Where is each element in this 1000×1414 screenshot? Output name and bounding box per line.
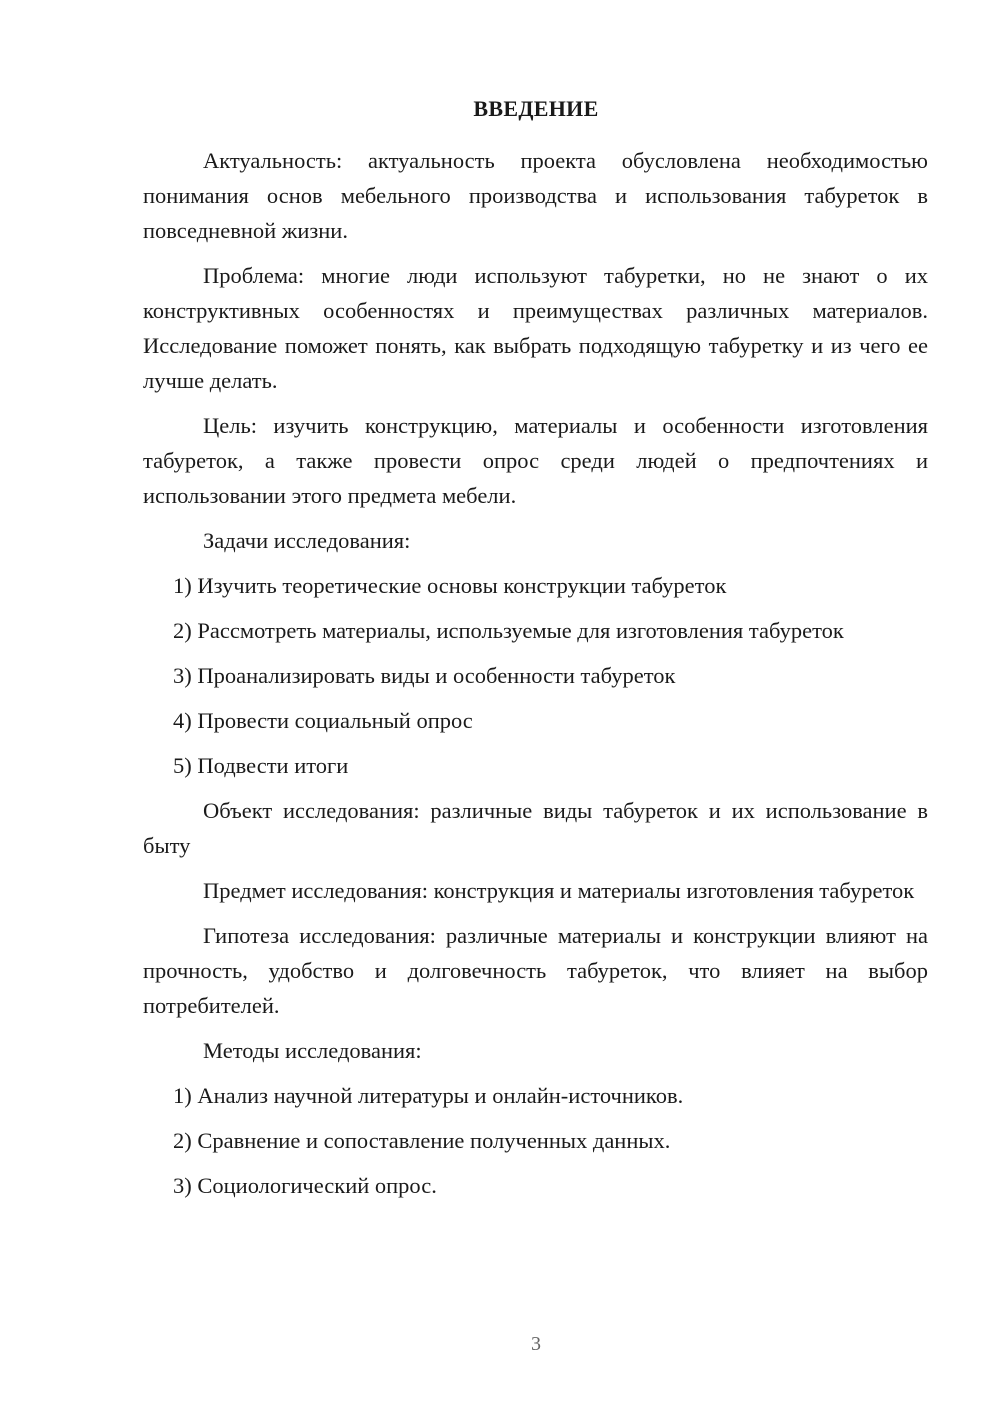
- tasks-heading: Задачи исследования:: [203, 528, 411, 553]
- subject-paragraph: Предмет исследования: конструкция и материалы изготовления табуреток: [203, 878, 915, 903]
- list-item: 2) Рассмотреть материалы, используемые для изготовления табуреток: [173, 618, 844, 643]
- tasks-list: [143, 568, 928, 783]
- list-item: 2) Сравнение и сопоставление полученных данных.: [173, 1128, 671, 1153]
- list-item: 4) Провести социальный опрос: [173, 708, 473, 733]
- methods-list: [143, 1078, 928, 1203]
- hypothesis-paragraph: Гипотеза исследования: различные материалы и конструкции влияют на прочность, удобство и долговечность табуреток, что влияет на выбор потребителей.: [143, 923, 928, 1018]
- page-title: ВВЕДЕНИЕ: [473, 96, 599, 121]
- document-body: [143, 143, 928, 1213]
- list-item: 1) Изучить теоретические основы конструкции табуреток: [173, 573, 727, 598]
- relevance-paragraph: Актуальность: актуальность проекта обусловлена необходимостью понимания основ мебельного производства и использования табуреток в повседневной жизни.: [143, 148, 928, 243]
- problem-paragraph: Проблема: многие люди используют табуретки, но не знают о их конструктивных особенностях и преимуществах различных материалов. Исследование поможет понять, как выбрать подходящую табуретку и из чего ее лучше делать.: [143, 263, 928, 393]
- object-paragraph: Объект исследования: различные виды табуреток и их использование в быту: [143, 798, 928, 858]
- list-item: 3) Социологический опрос.: [173, 1173, 437, 1198]
- list-item: 3) Проанализировать виды и особенности табуреток: [173, 663, 676, 688]
- list-item: 5) Подвести итоги: [173, 753, 349, 778]
- page-number: 3: [531, 1333, 541, 1355]
- list-item: 1) Анализ научной литературы и онлайн-источников.: [173, 1083, 684, 1108]
- goal-paragraph: Цель: изучить конструкцию, материалы и особенности изготовления табуреток, а также провести опрос среди людей о предпочтениях и использовании этого предмета мебели.: [143, 413, 928, 508]
- methods-heading: Методы исследования:: [203, 1038, 422, 1063]
